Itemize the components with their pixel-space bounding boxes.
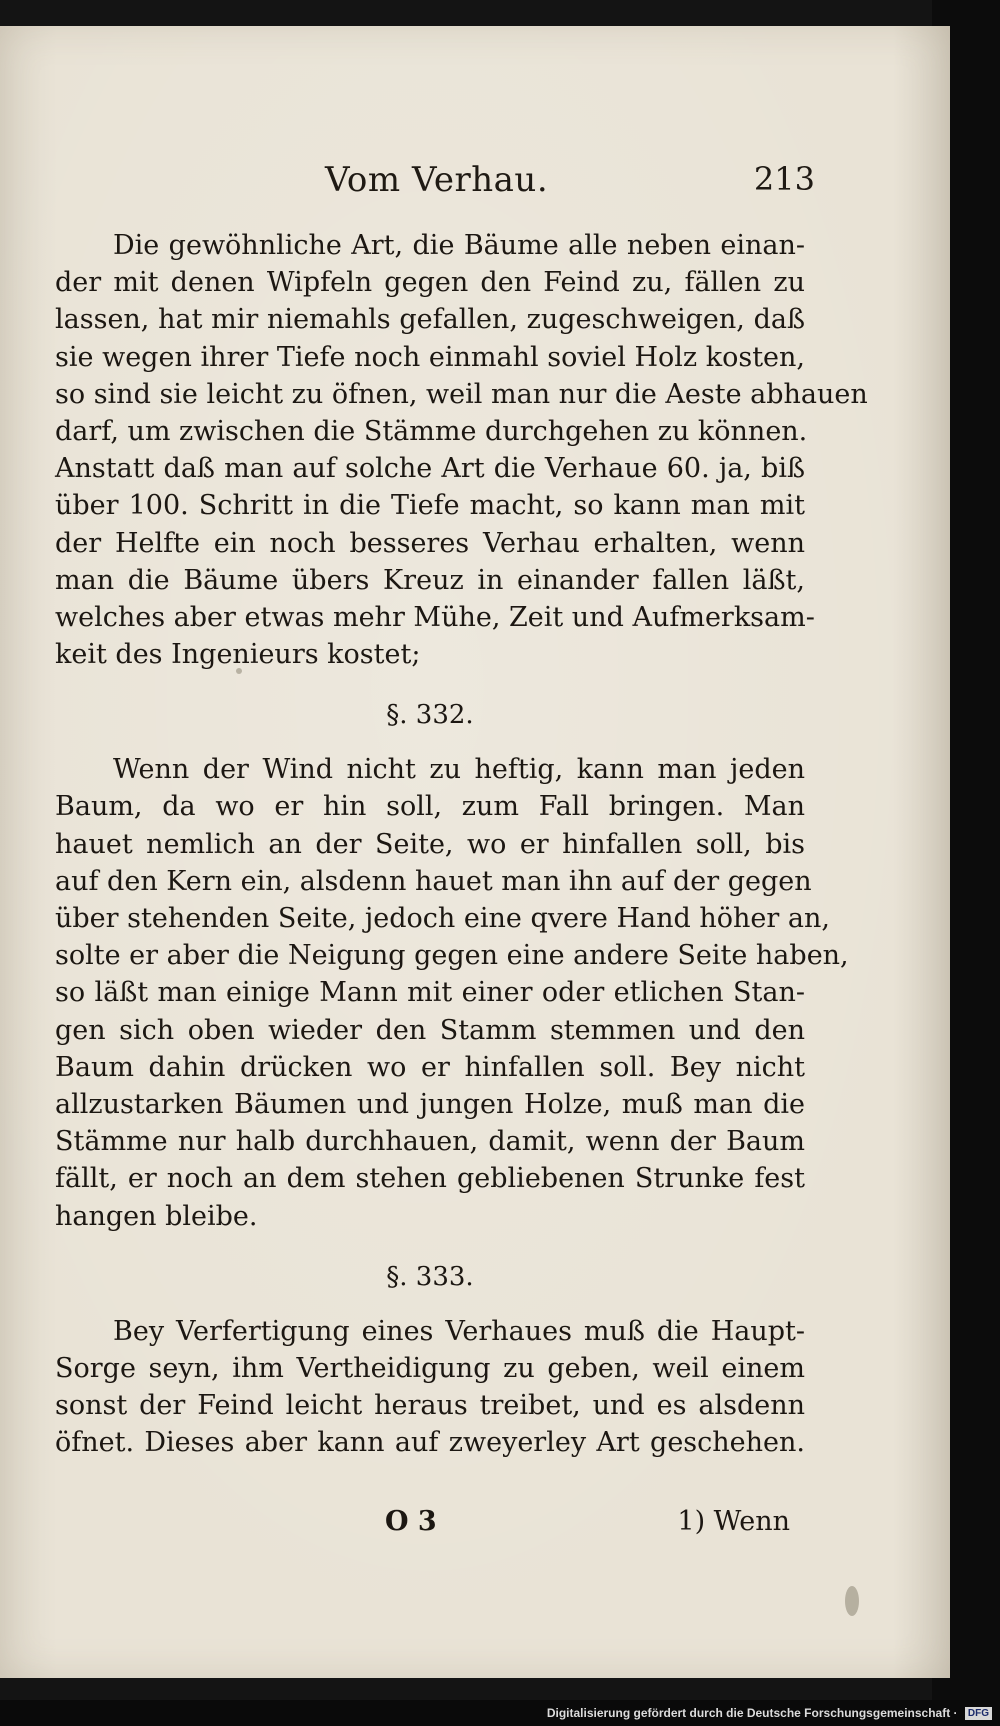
text-line: hangen bleibe. <box>55 1200 258 1232</box>
page-footer <box>55 1506 790 1546</box>
digitization-credit <box>547 1706 992 1720</box>
text-line: man die Bäume übers Kreuz in einander fallen läßt, <box>55 564 805 596</box>
text-line: keit des Ingenieurs kostet; <box>55 639 421 671</box>
catchword: 1) Wenn <box>677 1506 790 1537</box>
page-body <box>55 227 868 1461</box>
text-line: so sind sie leicht zu öfnen, weil man nur die Aeste abhauen <box>55 378 868 410</box>
text-line: sie wegen ihrer Tiefe noch einmahl soviel Holz kosten, <box>55 341 805 373</box>
signature-mark: O 3 <box>385 1506 437 1537</box>
text-line: Baum, da wo er hin soll, zum Fall bringen. Man <box>55 791 805 823</box>
text-line: Baum dahin drücken wo er hinfallen soll. Bey nicht <box>55 1051 805 1083</box>
text-line: fällt, er noch an dem stehen gebliebenen Strunke fest <box>55 1163 805 1195</box>
paragraph-333 <box>55 1313 805 1462</box>
text-line: Wenn der Wind nicht zu heftig, kann man jeden <box>113 754 805 786</box>
text-line: Bey Verfertigung eines Verhaues muß die Haupt- <box>113 1315 805 1347</box>
text-line: sonst der Feind leicht heraus treibet, und es alsdenn <box>55 1390 805 1422</box>
page-header <box>55 160 815 206</box>
section-heading-333: §. 333. <box>386 1261 474 1292</box>
text-line: solte er aber die Neigung gegen eine andere Seite haben, <box>55 940 849 972</box>
text-line: welches aber etwas mehr Mühe, Zeit und Aufmerksam- <box>55 601 815 633</box>
text-line: Die gewöhnliche Art, die Bäume alle neben einan- <box>113 230 805 261</box>
text-line: über stehenden Seite, jedoch eine qvere Hand höher an, <box>55 903 830 934</box>
paragraph-332 <box>55 751 849 1234</box>
text-line: darf, um zwischen die Stämme durchgehen zu können. <box>55 415 808 447</box>
text-line: gen sich oben wieder den Stamm stemmen und den <box>55 1014 805 1046</box>
text-line: Sorge seyn, ihm Vertheidigung zu geben, weil einem <box>55 1352 805 1384</box>
text-line: über 100. Schritt in die Tiefe macht, so kann man mit <box>55 490 805 522</box>
text-line: der Helfte ein noch besseres Verhau erhalten, wenn <box>55 527 805 559</box>
text-line: öfnet. Dieses aber kann auf zweyerley Art geschehen. <box>55 1427 805 1459</box>
section-heading-332: §. 332. <box>386 700 474 731</box>
digitization-credit-bar <box>0 1700 1000 1726</box>
text-line: der mit denen Wipfeln gegen den Feind zu, fällen zu <box>55 267 805 299</box>
text-line: allzustarken Bäumen und jungen Holze, muß man die <box>55 1088 805 1120</box>
text-line: lassen, hat mir niemahls gefallen, zugeschweigen, daß <box>55 304 805 336</box>
credit-text: Digitalisierung gefördert durch die Deutsche Forschungsgemeinschaft · <box>546 1705 958 1720</box>
page-number: 213 <box>753 160 815 198</box>
text-line: Stämme nur halb durchhauen, damit, wenn der Baum <box>55 1126 805 1158</box>
text-line: so läßt man einige Mann mit einer oder etlichen Stan- <box>55 977 805 1009</box>
text-line: auf den Kern ein, alsdenn hauet man ihn auf der gegen <box>55 865 812 897</box>
ink-spot <box>236 668 242 674</box>
book-page <box>0 26 950 1678</box>
text-line: Anstatt daß man auf solche Art die Verhaue 60. ja, biß <box>55 453 805 485</box>
dfg-logo: DFG <box>965 1707 992 1720</box>
running-title: Vom Verhau. <box>325 160 549 200</box>
text-line: hauet nemlich an der Seite, wo er hinfallen soll, bis <box>55 828 805 860</box>
paragraph-intro <box>55 227 868 673</box>
ink-blot <box>845 1586 859 1616</box>
